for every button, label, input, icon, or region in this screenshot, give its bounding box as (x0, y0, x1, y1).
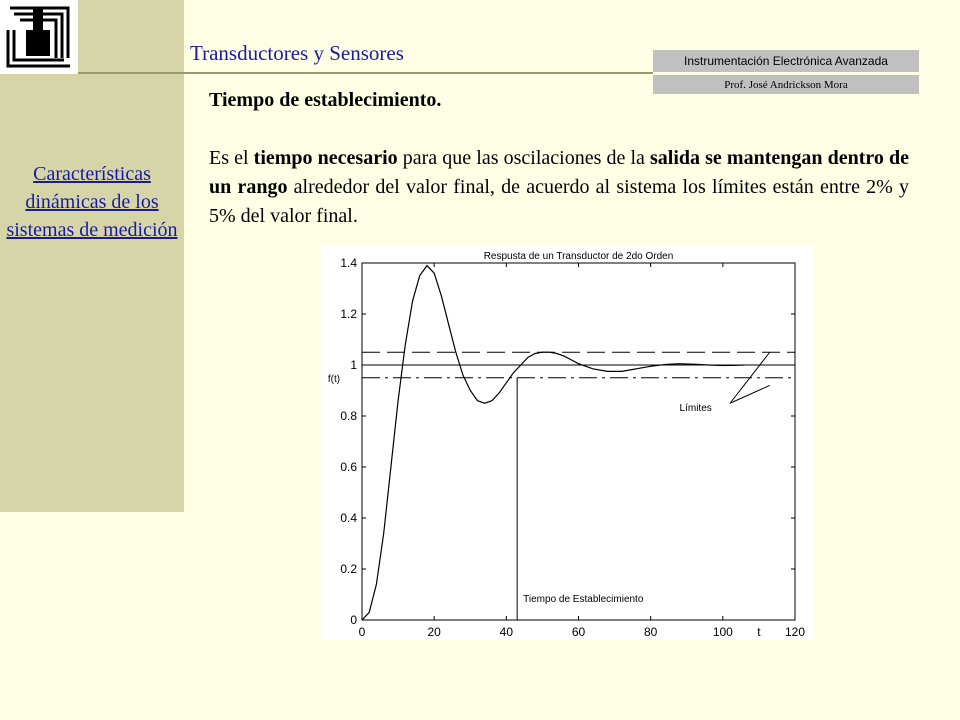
para-bold-1: tiempo necesario (253, 147, 398, 169)
x-tick-label: 60 (571, 625, 586, 639)
sidebar-link-dynamic-characteristics[interactable] (0, 160, 184, 244)
y-tick-label: 1 (350, 358, 357, 372)
y-tick-label: 0.4 (340, 511, 357, 525)
sidebar-panel (0, 0, 184, 512)
y-axis-label: f(t) (327, 373, 341, 385)
para-text-3: alrededor del valor final, de acuerdo al sistema los límites están entre 2% y 5% del valor final. (209, 176, 909, 227)
x-tick-label: 120 (784, 625, 806, 639)
chart-title: Respusta de un Transductor de 2do Orden (483, 251, 674, 262)
x-axis-label: t (757, 625, 761, 639)
y-tick-label: 0.2 (340, 562, 357, 576)
limits-pointer-lower (730, 385, 770, 403)
y-tick-label: 0.6 (340, 460, 357, 474)
limits-label: Límites (679, 402, 712, 414)
x-tick-label: 20 (427, 625, 441, 639)
y-tick-label: 0 (350, 613, 357, 627)
course-info-box (653, 50, 919, 94)
page-title: Transductores y Sensores (190, 41, 404, 65)
settling-time-label: Tiempo de Establecimiento (523, 594, 644, 606)
response-chart (321, 245, 814, 640)
series-line (362, 266, 745, 620)
y-tick-label: 1.4 (340, 256, 357, 270)
plot-frame (362, 263, 795, 620)
y-tick-label: 1.2 (340, 307, 357, 321)
y-tick-label: 0.8 (340, 409, 357, 423)
sidebar-link-label[interactable]: Características dinámicas de los sistemas de medición (6, 163, 178, 241)
course-name: Instrumentación Electrónica Avanzada (684, 54, 888, 68)
para-text-2: para que las oscilaciones de la (397, 147, 650, 169)
para-text-1: Es el (209, 147, 254, 169)
x-tick-label: 80 (643, 625, 658, 639)
header-divider (78, 72, 653, 74)
logo-icon (0, 0, 78, 74)
x-tick-label: 0 (358, 625, 366, 639)
x-tick-label: 40 (499, 625, 514, 639)
section-title: Tiempo de establecimiento. (209, 89, 442, 111)
x-tick-label: 100 (712, 625, 733, 639)
professor-name: Prof. José Andrickson Mora (724, 78, 848, 91)
definition-paragraph (209, 144, 909, 231)
chart-svg (321, 245, 814, 640)
para-bold-2: salida se mantengan dentro de un rango (209, 147, 910, 198)
